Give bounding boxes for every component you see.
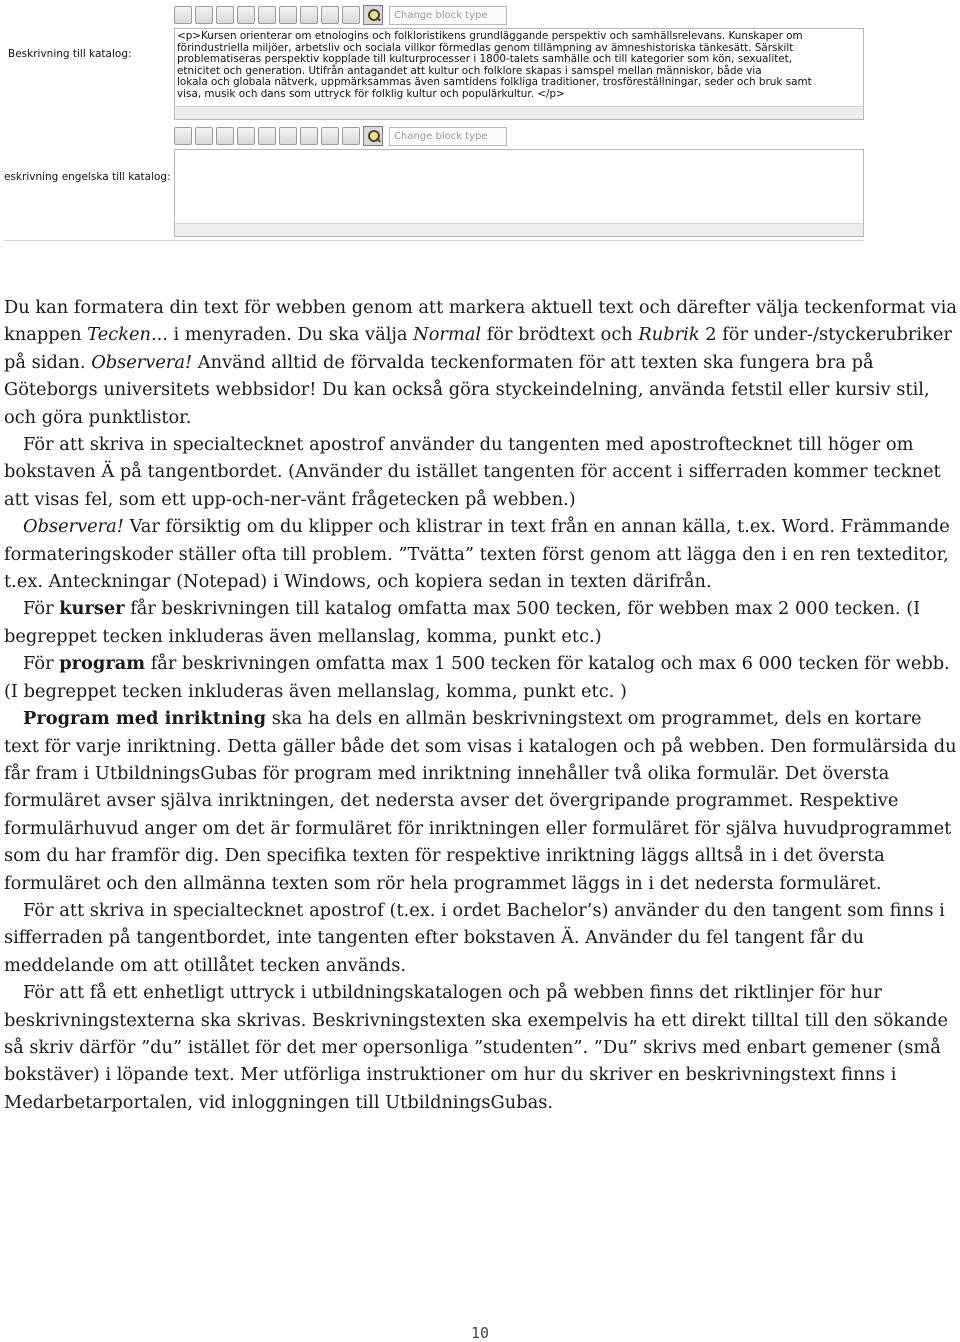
format-button-icon[interactable] (321, 6, 339, 24)
paragraph-formatting (4, 294, 959, 431)
bold-text: kurser (59, 598, 125, 620)
text: Du kan formatera din text för webben genom att markera aktuell text och därefter välja teckenformat via knappen (4, 297, 957, 346)
format-button-icon[interactable] (195, 6, 213, 24)
text: ska ha dels en allmän beskrivningstext om programmet, dels en kortare text för varje inriktning. Detta gäller både det som visas i katalogen och på webben. Den formulärsida du får fram i UtbildningsGubas för program med inriktning innehåller två olika formulär. Det översta formuläret avser själva inriktningen, det nedersta avser det övergripande programmet. Respektive formulärhuvud anger om det är formuläret för inriktningen eller formuläret för själva huvudprogrammet som du har framför dig. Den specifika texten för respektive inriktning läggs alltså in i det översta formuläret och den allmänna texten som rör hela programmet läggs in i det nedersta formuläret. (4, 708, 957, 894)
zoom-icon[interactable] (363, 126, 383, 146)
format-button-icon[interactable] (237, 6, 255, 24)
text: ... i menyraden. Du ska välja (150, 324, 414, 346)
format-button-icon[interactable] (279, 127, 297, 145)
editor-toolbar-2 (174, 124, 507, 148)
block-type-select[interactable]: Change block type (389, 6, 507, 25)
format-button-icon[interactable] (258, 6, 276, 24)
english-description-editor[interactable] (174, 149, 864, 237)
field-label-english-description: eskrivning engelska till katalog: (4, 171, 171, 183)
text: Var försiktig om du klipper och klistrar in text från en annan källa, t.ex. Word. Främmande formateringskoder ställer ofta till problem. ”Tvätta” texten först genom att lägga den i en ren texteditor, t.ex. Anteckningar (Notepad) i Windows, och kopiera sedan in texten därifrån. (4, 516, 950, 593)
text: Använd alltid de förvalda teckenformaten för att texten ska fungera bra på Göteborgs universitets webbsidor! Du kan också göra styckeindelning, använda fetstil eller kursiv stil, och göra punktlistor. (4, 351, 930, 428)
text: för brödtext och (481, 324, 639, 346)
text: får beskrivningen omfatta max 1 500 tecken för katalog och max 6 000 tecken för webb. (I begreppet tecken inkluderas även mellanslag, komma, punkt etc. ) (4, 653, 950, 702)
document-body (4, 294, 959, 1116)
field-label-description: Beskrivning till katalog: (8, 48, 132, 60)
text: För (23, 598, 60, 620)
block-type-select[interactable]: Change block type (389, 127, 507, 146)
description-editor[interactable] (174, 28, 864, 120)
paragraph-copy-paste (4, 513, 959, 595)
page-number: 10 (470, 1324, 490, 1342)
editor-statusbar (175, 106, 863, 119)
format-button-icon[interactable] (321, 127, 339, 145)
text: För (23, 653, 60, 675)
format-button-icon[interactable] (342, 127, 360, 145)
format-button-icon[interactable] (279, 6, 297, 24)
format-button-icon[interactable] (300, 127, 318, 145)
bold-text: Program med inriktning (23, 708, 267, 730)
text: får beskrivningen till katalog omfatta max 500 tecken, för webben max 2 000 tecken. (I begreppet tecken inkluderas även mellanslag, komma, punkt etc.) (4, 598, 921, 647)
format-button-icon[interactable] (258, 127, 276, 145)
italic-text: Observera! (91, 351, 193, 373)
format-button-icon[interactable] (195, 127, 213, 145)
paragraph-program-specialization (4, 705, 959, 897)
format-button-icon[interactable] (216, 6, 234, 24)
italic-text: Rubrik (638, 324, 700, 346)
description-editor-content: <p>Kursen orienterar om etnologins och folkloristikens grundläggande perspektiv och samhällsrelevans. Kunskaper om förindustriella miljöer, arbetsliv och sociala villkor förmedlas genom tillämpning av ämneshistoriska tänkesätt. Särskilt problematiseras perspektiv kopplade till kulturprocesser i 1800-talets samhälle och till kategorier som kön, sexualitet, etnicitet och generation. Utifrån antagandet att kultur och folklore skapas i samspel mellan människor, både via lokala och globala nätverk, uppmärksammas även samtidens folkliga traditioner, trosföreställningar, seder och bruk samt visa, musik och dans som uttryck för folklig kultur och populärkultur. </p> (177, 30, 812, 100)
editor-toolbar-1 (174, 3, 507, 27)
format-button-icon[interactable] (174, 127, 192, 145)
paragraph-apostrophe-key: För att skriva in specialtecknet apostrof (t.ex. i ordet Bachelor’s) använder du den tangent som finns i sifferraden på tangentbordet, inte tangenten efter bokstaven Ä. Använder du fel tangent får du meddelande om att otillåtet tecken används. (4, 899, 945, 976)
format-button-icon[interactable] (342, 6, 360, 24)
paragraph-course-limits (4, 595, 959, 650)
zoom-icon[interactable] (363, 5, 383, 25)
italic-text: Tecken (87, 324, 151, 346)
format-button-icon[interactable] (237, 127, 255, 145)
paragraph-guidelines: För att få ett enhetligt uttryck i utbildningskatalogen och på webben finns det riktlinjer för hur beskrivningstexterna ska skrivas. Beskrivningstexten ska exempelvis ha ett direkt tilltal till den sökande så skriv därför ”du” istället för det mer opersonliga ”studenten”. ”Du” skrivs med enbart gemener (små bokstäver) i löpande text. Mer utförliga instruktioner om hur du skriver en beskrivningstext finns i Medarbetarportalen, vid inloggningen till UtbildningsGubas. (4, 982, 949, 1113)
format-button-icon[interactable] (174, 6, 192, 24)
format-button-icon[interactable] (300, 6, 318, 24)
editor-screenshot (4, 0, 864, 241)
format-button-icon[interactable] (216, 127, 234, 145)
paragraph-apostrophe: För att skriva in specialtecknet apostrof använder du tangenten med apostroftecknet till höger om bokstaven Ä på tangentbordet. (Använder du istället tangenten för accent i sifferraden kommer tecknet att visas fel, som ett upp-och-ner-vänt frågetecken på webben.) (4, 434, 941, 510)
italic-text: Observera! (23, 516, 124, 538)
paragraph-program-limits (4, 650, 959, 705)
bold-text: program (59, 653, 146, 675)
text: 2 för under-/styckerubriker på sidan. (4, 324, 952, 373)
editor-statusbar (175, 223, 863, 236)
italic-text: Normal (413, 324, 482, 346)
